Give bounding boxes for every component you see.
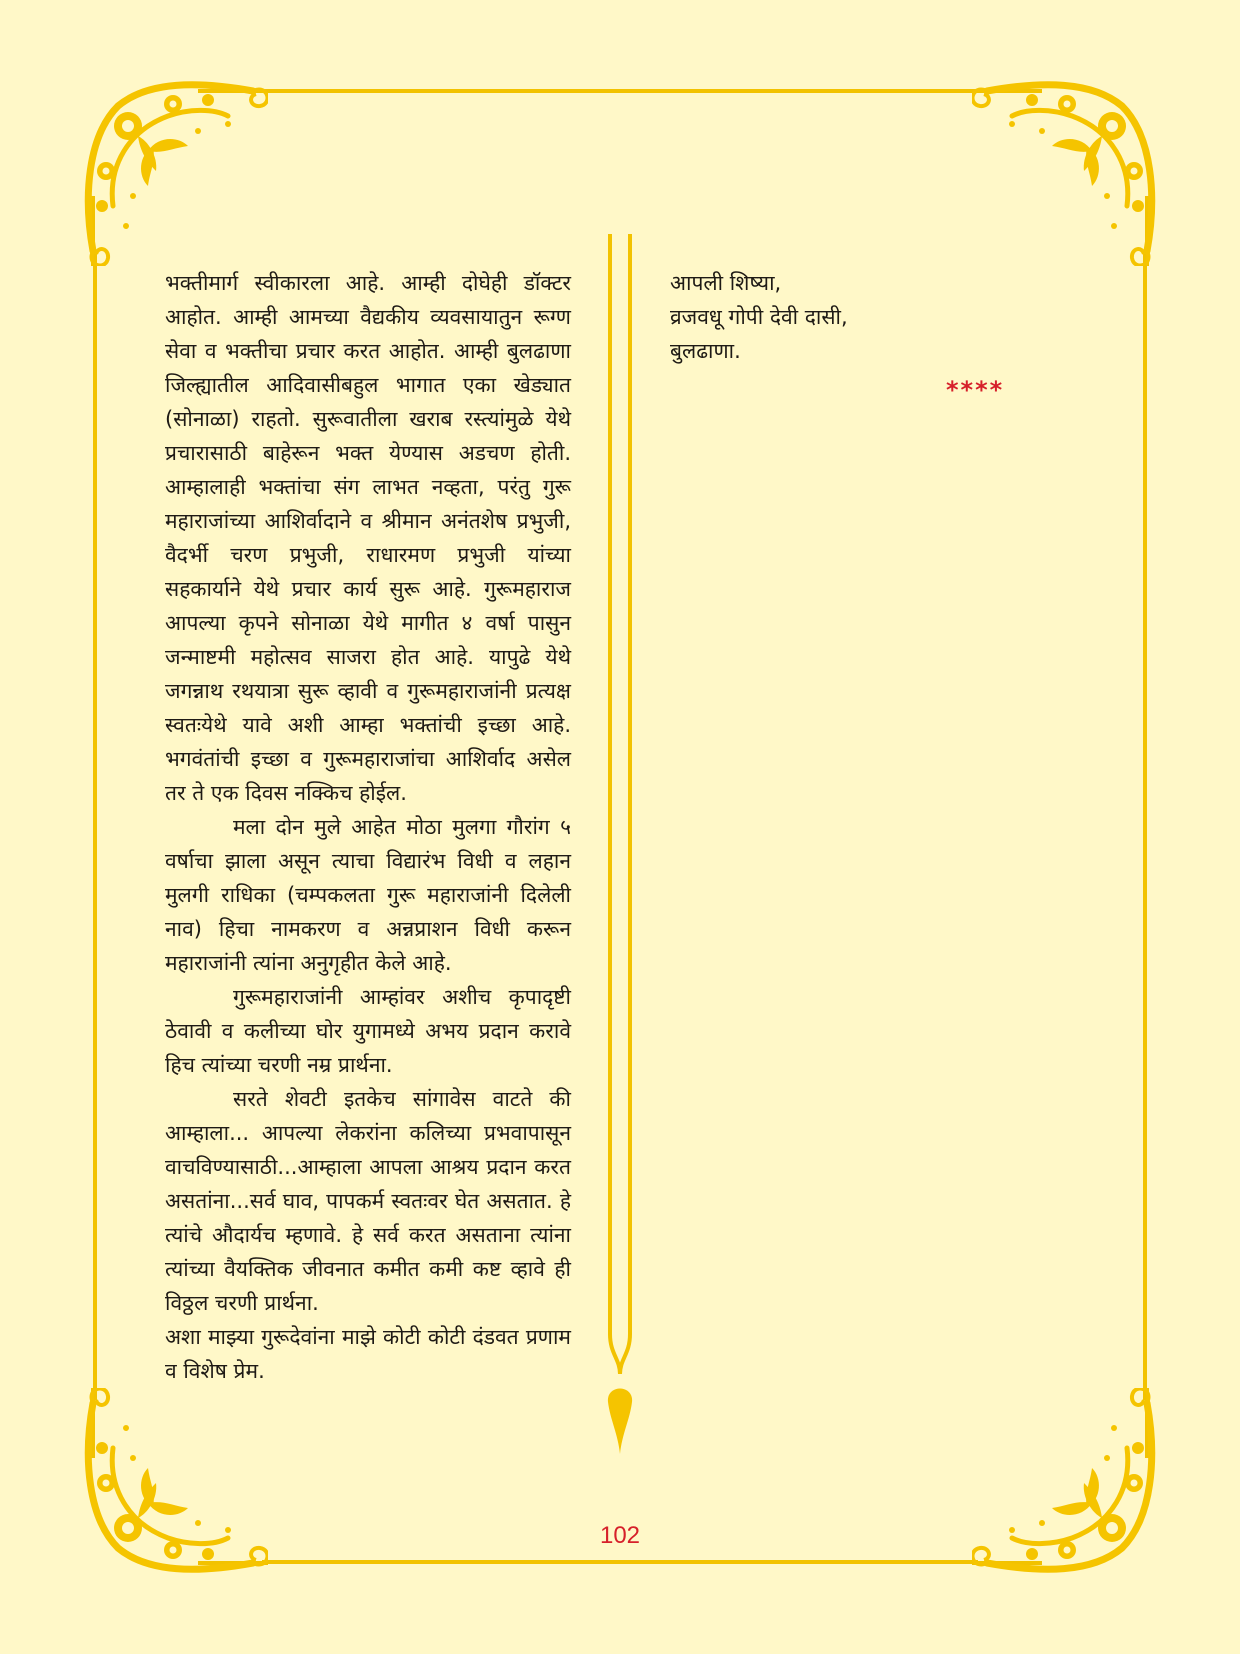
signature-closing: आपली शिष्या,: [670, 271, 782, 295]
paragraph: भक्तीमार्ग स्वीकारला आहे. आम्ही दोघेही डॉक्टर आहोत. आम्ही आमच्या वैद्यकीय व्यवसायातुन रूग्ण सेवा व भक्तीचा प्रचार करत आहोत. आम्ही बुलढाणा जिल्ह्यातील आदिवासीबहुल भागात एका खेड्यात (सोनाळा) राहतो. सुरूवातीला खराब रस्त्यांमुळे येथे प्रचारासाठी बाहेरून भक्त येण्यास अडचण होती. आम्हालाही भक्तांचा संग लाभत नव्हता, परंतु गुरू महाराजांच्या आशिर्वादाने व श्रीमान अनंतशेष प्रभुजी, वैदर्भी चरण प्रभुजी, राधारमण प्रभुजी यांच्या सहकार्याने येथे प्रचार कार्य सुरू आहे. गुरूमहाराज आपल्या कृपने सोनाळा येथे मागीत ४ वर्षा पासुन जन्माष्टमी महोत्सव साजरा होत आहे. यापुढे येथे जगन्नाथ रथयात्रा सुरू व्हावी व गुरूमहाराजांनी प्रत्यक्ष स्वतःयेथे यावे अशी आम्हा भक्तांची इच्छा आहे. भगवंतांची इच्छा व गुरूमहाराजांचा आशिर्वाद असेल तर ते एक दिवस नक्किच होईल.: [165, 271, 571, 805]
end-mark: ****: [946, 376, 1005, 404]
signature-name: व्रजवधू गोपी देवी दासी,: [670, 305, 848, 329]
top-border-line: [262, 89, 978, 93]
paragraph: मला दोन मुले आहेत मोठा मुलगा गौरांग ५ वर्षाचा झाला असून त्याचा विद्यारंभ विधी व लहान मुलगी राधिका (चम्पकलता गुरू महाराजांनी दिलेली नाव) हिचा नामकरण व अन्नप्राशन विधी करून महाराजांनी त्यांना अनुगृहीत केले आहे.: [165, 815, 571, 975]
signature-place: बुलढाणा.: [670, 339, 741, 363]
corner-ornament-icon: [78, 1388, 268, 1578]
corner-ornament-icon: [78, 76, 268, 266]
bottom-border-line: [262, 1560, 978, 1564]
column-divider-icon: [600, 234, 640, 1454]
corner-ornament-icon: [972, 1388, 1162, 1578]
main-text-column: [165, 266, 571, 1388]
paragraph: गुरूमहाराजांनी आम्हांवर अशीच कृपादृष्टी ठेवावी व कलीच्या घोर युगामध्ये अभय प्रदान करावे हिच त्यांच्या चरणी नम्र प्रार्थना.: [165, 985, 571, 1077]
page-number: 102: [599, 1522, 641, 1549]
paragraph: सरते शेवटी इतकेच सांगावेस वाटते की आम्हाला... आपल्या लेकरांना कलिच्या प्रभवापासून वाचविण्यासाठी...आम्हाला आपला आश्रय प्रदान करत असतांना...सर्व घाव, पापकर्म स्वतःवर घेत असतात. हे त्यांचे औदार्यच म्हणावे. हे सर्व करत असताना त्यांना त्यांच्या वैयक्तिक जीवनात कमीत कमी कष्ट व्हावे ही विठ्ठल चरणी प्रार्थना.: [165, 1087, 571, 1315]
corner-ornament-icon: [972, 76, 1162, 266]
paragraph: अशा माझ्या गुरूदेवांना माझे कोटी कोटी दंडवत प्रणाम व विशेष प्रेम.: [165, 1325, 571, 1383]
left-border-line: [93, 250, 97, 1400]
right-border-line: [1143, 250, 1147, 1400]
signature-block: [670, 266, 1070, 368]
